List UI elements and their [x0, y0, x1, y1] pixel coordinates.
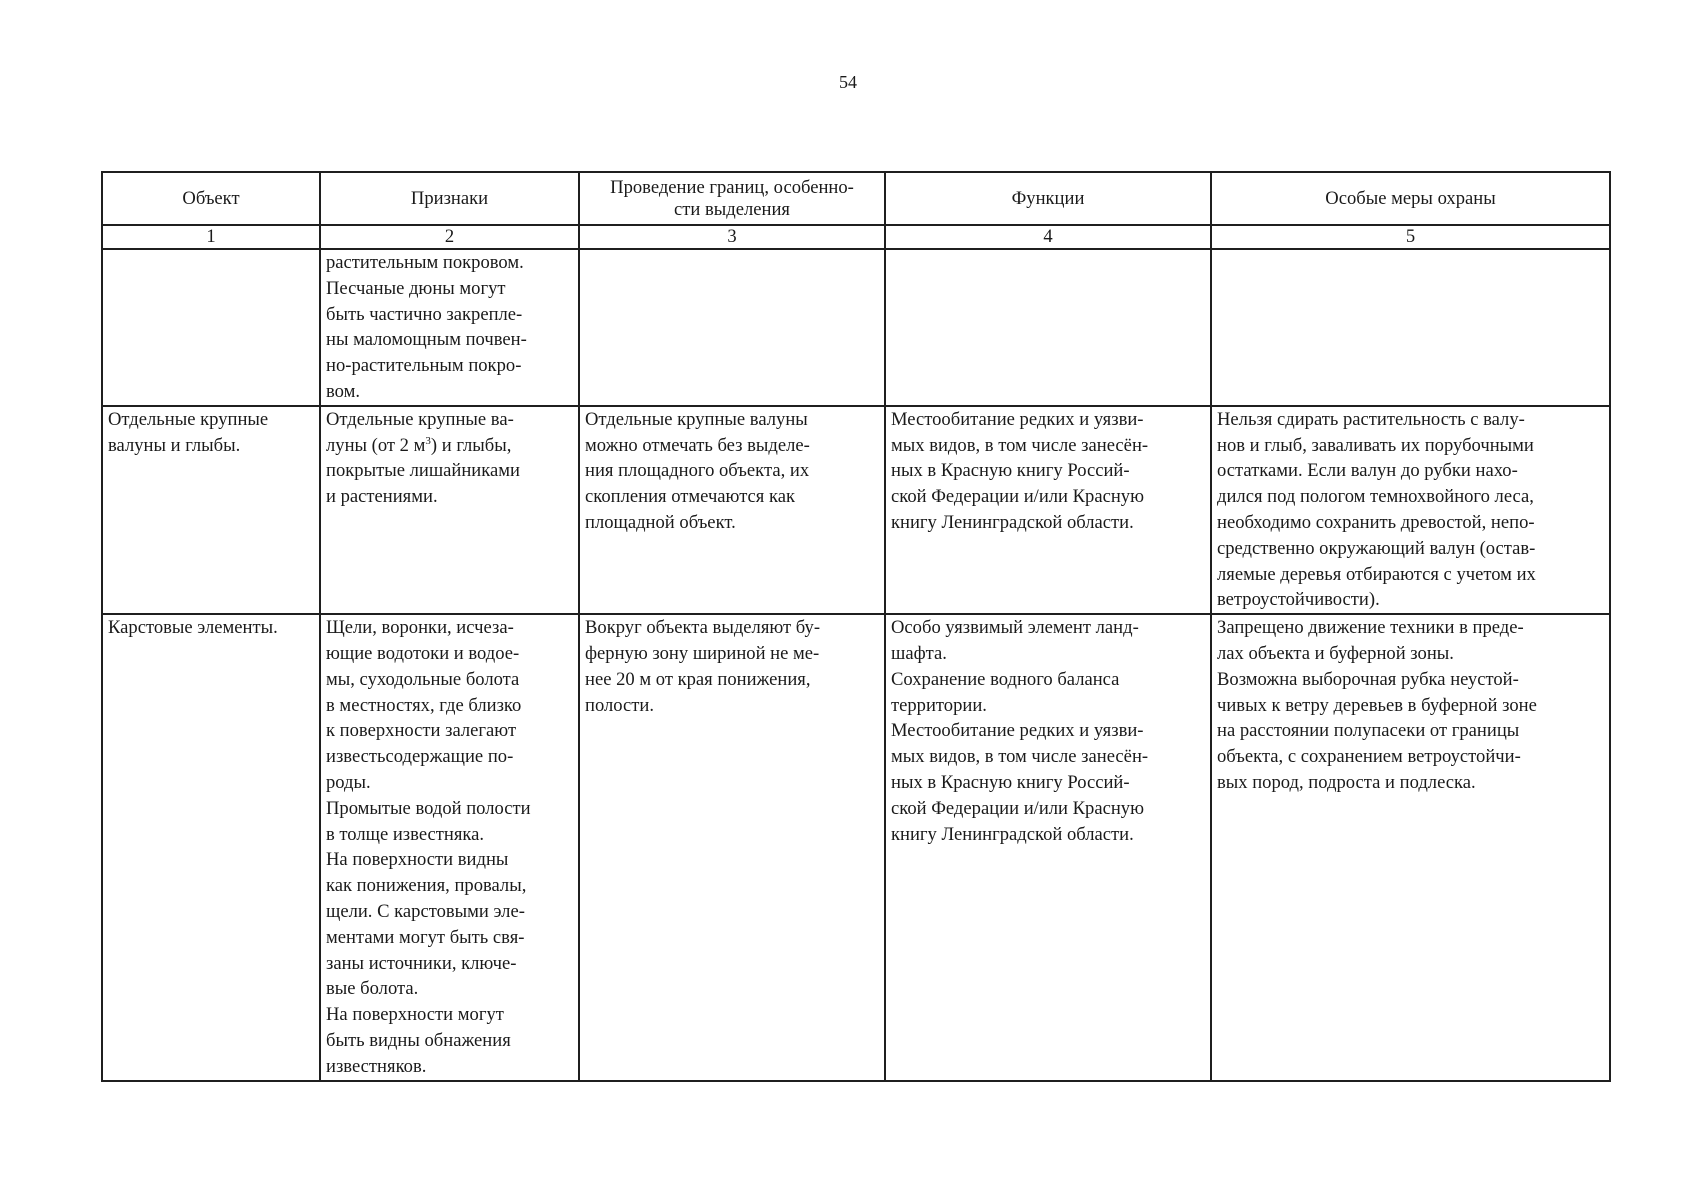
- column-number: 4: [885, 225, 1211, 249]
- page-number: 54: [839, 72, 857, 92]
- header-protection: Особые меры охраны: [1211, 172, 1610, 225]
- cell-functions: Особо уязвимый элемент ланд- шафта. Сохранение водного баланса территории. Местообитание редких и уязви- мых видов, в том числе занесён- ных в Красную книгу Россий- ской Федерации и/или Красную книгу Ленинградской области.: [885, 614, 1211, 1080]
- cell-boundaries: [579, 249, 885, 406]
- column-number-row: [102, 225, 1610, 249]
- cell-signs: [320, 406, 579, 614]
- cell-signs: Щели, воронки, исчеза- ющие водотоки и водое- мы, суходольные болота в местностях, где близко к поверхности залегают известьсодержащие по- роды. Промытые водой полости в толще известняка. На поверхности видны как понижения, провалы, щели. С карстовыми эле- ментами могут быть свя- заны источники, ключе- вые болота. На поверхности могут быть видны обнажения известняков.: [320, 614, 579, 1080]
- table-row: [102, 614, 1610, 1080]
- table-row: [102, 406, 1610, 614]
- cell-signs: растительным покровом. Песчаные дюны могут быть частично закрепле- ны маломощным почвен- но-растительным покро- вом.: [320, 249, 579, 406]
- header-object: Объект: [102, 172, 320, 225]
- header-functions: Функции: [885, 172, 1211, 225]
- superscript-cubic: 3: [425, 434, 431, 447]
- table-header-row: [102, 172, 1610, 225]
- cell-object: [102, 249, 320, 406]
- table-row: [102, 249, 1610, 406]
- cell-object: Отдельные крупные валуны и глыбы.: [102, 406, 320, 614]
- protection-measures-table: [101, 171, 1611, 1082]
- cell-boundaries: Отдельные крупные валуны можно отмечать без выделе- ния площадного объекта, их скопления отмечаются как площадной объект.: [579, 406, 885, 614]
- header-boundaries: Проведение границ, особенно- сти выделения: [579, 172, 885, 225]
- cell-protection: Запрещено движение техники в преде- лах объекта и буферной зоны. Возможна выборочная рубка неустой- чивых к ветру деревьев в буферной зоне на расстоянии полупасеки от границы объекта, с сохранением ветроустойчи- вых пород, подроста и подлеска.: [1211, 614, 1610, 1080]
- column-number: 1: [102, 225, 320, 249]
- signs-text-before: Отдельные крупные ва- луны (от 2 м: [326, 408, 514, 456]
- cell-protection: Нельзя сдирать растительность с валу- нов и глыб, заваливать их порубочными остатками. Если валун до рубки нахо- дился под пологом темнохвойного леса, необходимо сохранить древостой, непо- средственно окружающий валун (остав- ляемые деревья отбираются с учетом их ветроустойчивости).: [1211, 406, 1610, 614]
- signs-text-after: ) и глыбы, покрытые лишайниками и растениями.: [326, 434, 520, 508]
- cell-functions: Местообитание редких и уязви- мых видов, в том числе занесён- ных в Красную книгу Россий- ской Федерации и/или Красную книгу Ленинградской области.: [885, 406, 1211, 614]
- column-number: 2: [320, 225, 579, 249]
- cell-protection: [1211, 249, 1610, 406]
- header-signs: Признаки: [320, 172, 579, 225]
- cell-boundaries: Вокруг объекта выделяют бу- ферную зону шириной не ме- нее 20 м от края понижения, полости.: [579, 614, 885, 1080]
- column-number: 3: [579, 225, 885, 249]
- cell-functions: [885, 249, 1211, 406]
- column-number: 5: [1211, 225, 1610, 249]
- cell-object: Карстовые элементы.: [102, 614, 320, 1080]
